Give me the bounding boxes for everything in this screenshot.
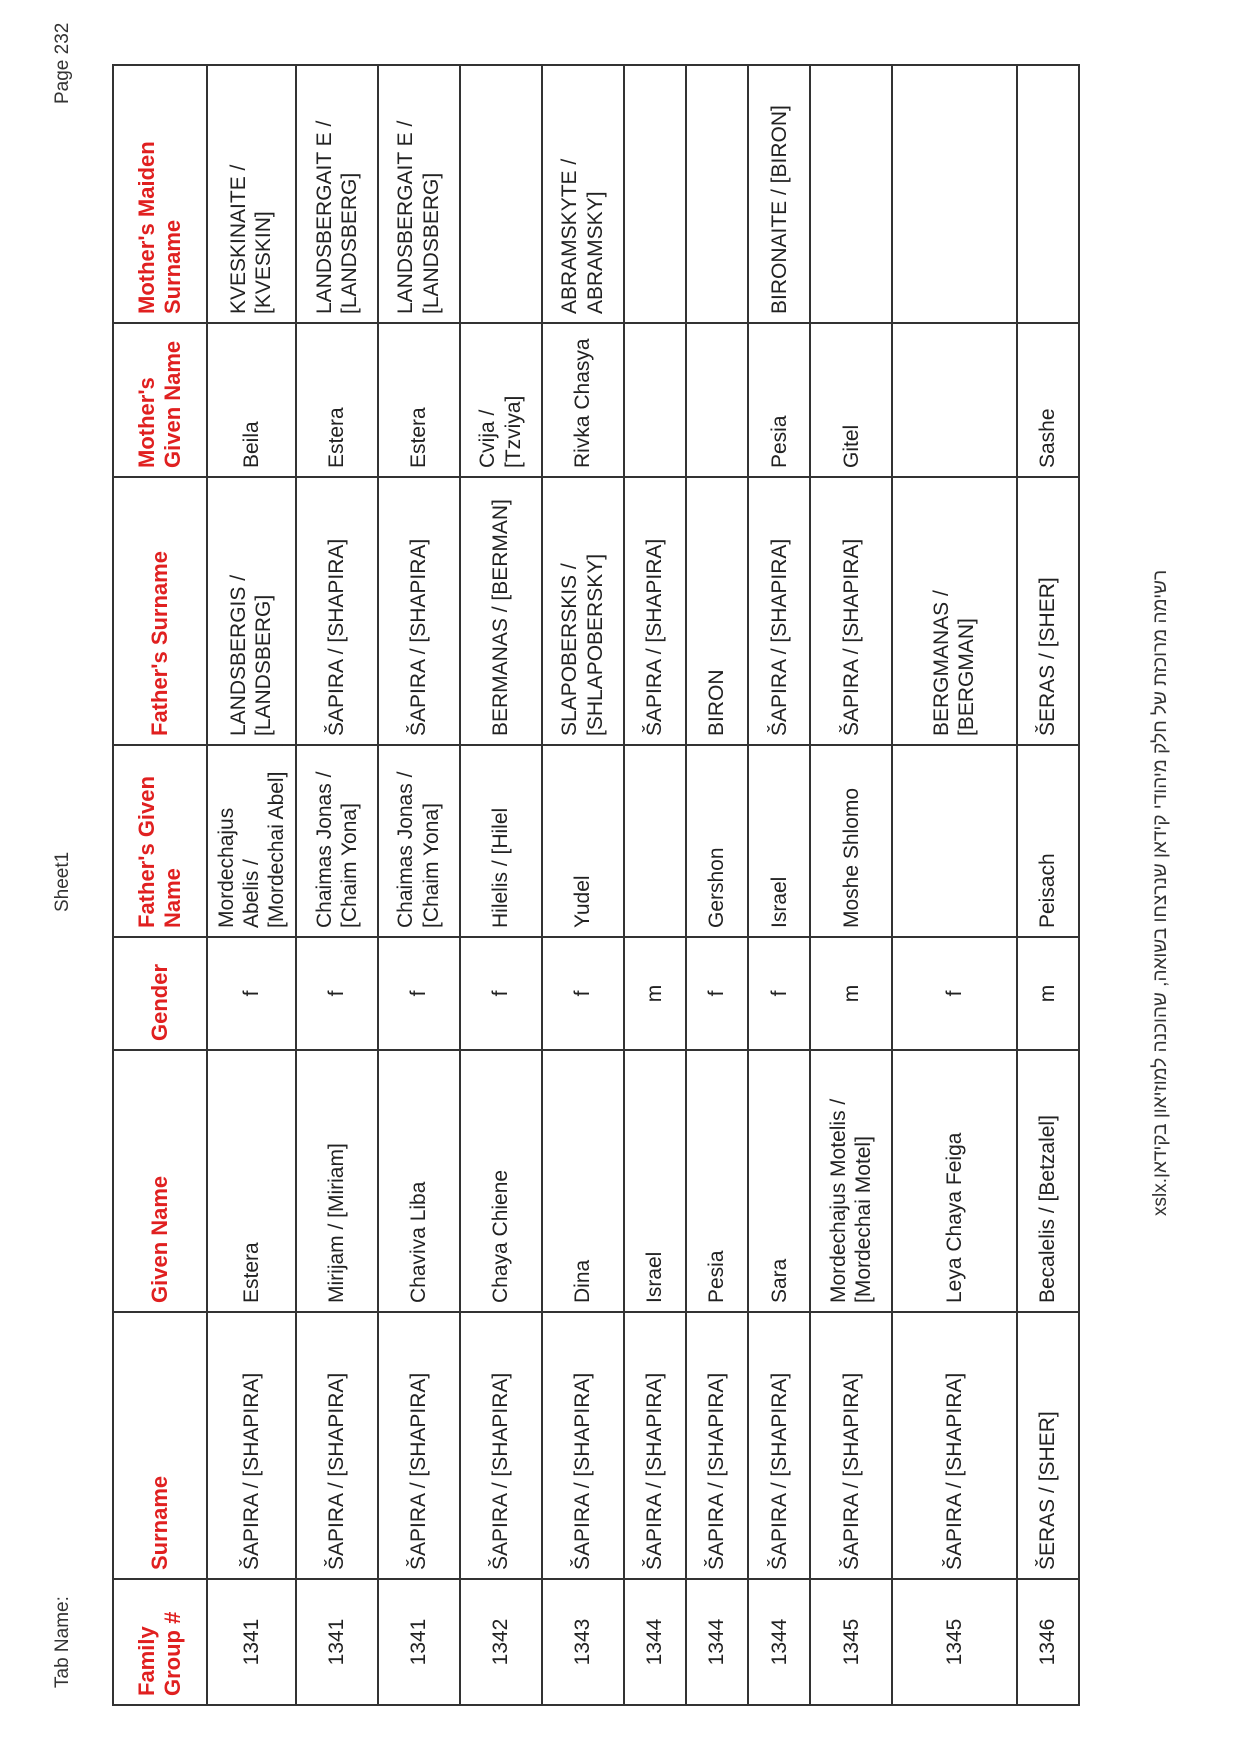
cell-given-name: Israel [624,1050,686,1312]
cell-gender: f [207,937,296,1050]
col-father-given: Father's Given Name [113,745,207,937]
cell-mother-maiden [460,65,542,323]
cell-mother-given: Cvija / [Tzviya] [460,323,542,477]
cell-surname: ŠAPIRA / [SHAPIRA] [810,1312,892,1579]
table-row [207,65,296,1705]
cell-given-name: Chaviva Liba [378,1050,460,1312]
table-row [892,65,1016,1705]
table-row [810,65,892,1705]
cell-father-given [624,745,686,937]
table-row [624,65,686,1705]
cell-given-name: Becalelis / [Betzalel] [1017,1050,1079,1312]
cell-mother-maiden: BIRONAITE / [BIRON] [748,65,810,323]
cell-surname: ŠAPIRA / [SHAPIRA] [624,1312,686,1579]
cell-mother-maiden: ABRAMSKYTE / ABRAMSKY] [542,65,624,323]
cell-family-group: 1344 [686,1579,748,1705]
cell-given-name: Estera [207,1050,296,1312]
cell-father-surname: ŠAPIRA / [SHAPIRA] [748,477,810,745]
footer-filename: רשימה מרוכזת של חלק מיהודי קידאן שנרצחו בשואה, שהוכנה למוזיאון בקידאן.xslx [1150,569,1171,1216]
cell-given-name: Mordechajus Motelis / [Mordechai Motel] [810,1050,892,1312]
tab-name-label: Tab Name: [52,1596,73,1688]
col-mother-given: Mother's Given Name [113,323,207,477]
cell-father-given: Israel [748,745,810,937]
cell-given-name: Sara [748,1050,810,1312]
cell-surname: ŠAPIRA / [SHAPIRA] [460,1312,542,1579]
cell-father-surname: ŠERAS / [SHER] [1017,477,1079,745]
cell-surname: ŠAPIRA / [SHAPIRA] [892,1312,1016,1579]
cell-surname: ŠAPIRA / [SHAPIRA] [378,1312,460,1579]
cell-gender: f [378,937,460,1050]
cell-mother-given [892,323,1016,477]
cell-father-given [892,745,1016,937]
table-row [296,65,378,1705]
col-given-name: Given Name [113,1050,207,1312]
table-row [686,65,748,1705]
cell-family-group: 1341 [207,1579,296,1705]
cell-given-name: Chaya Chiene [460,1050,542,1312]
cell-father-given: Yudel [542,745,624,937]
cell-surname: ŠAPIRA / [SHAPIRA] [686,1312,748,1579]
cell-surname: ŠAPIRA / [SHAPIRA] [296,1312,378,1579]
cell-family-group: 1344 [624,1579,686,1705]
cell-father-surname: ŠAPIRA / [SHAPIRA] [624,477,686,745]
cell-given-name: Leya Chaya Feiga [892,1050,1016,1312]
cell-mother-given: Estera [378,323,460,477]
cell-gender: f [460,937,542,1050]
cell-gender: m [624,937,686,1050]
cell-mother-given [686,323,748,477]
cell-family-group: 1341 [378,1579,460,1705]
cell-mother-maiden: LANDSBERGAIT E / [LANDSBERG] [296,65,378,323]
cell-gender: m [810,937,892,1050]
cell-surname: ŠAPIRA / [SHAPIRA] [207,1312,296,1579]
col-gender: Gender [113,937,207,1050]
cell-father-surname: ŠAPIRA / [SHAPIRA] [378,477,460,745]
cell-gender: f [686,937,748,1050]
cell-gender: f [748,937,810,1050]
col-family-group: Family Group # [113,1579,207,1705]
cell-given-name: Dina [542,1050,624,1312]
cell-mother-given: Sashe [1017,323,1079,477]
cell-father-given: Chaimas Jonas / [Chaim Yona] [296,745,378,937]
col-mother-maiden: Mother's Maiden Surname [113,65,207,323]
sheet-name: Sheet1 [52,851,73,912]
cell-mother-given: Estera [296,323,378,477]
cell-mother-maiden: KVESKINAITE / [KVESKIN] [207,65,296,323]
cell-gender: m [1017,937,1079,1050]
cell-father-given: Moshe Shlomo [810,745,892,937]
cell-surname: ŠAPIRA / [SHAPIRA] [748,1312,810,1579]
page-number: Page 232 [52,22,73,104]
table-row [460,65,542,1705]
table-row [542,65,624,1705]
cell-father-surname: ŠAPIRA / [SHAPIRA] [810,477,892,745]
cell-mother-maiden: LANDSBERGAIT E / [LANDSBERG] [378,65,460,323]
col-surname: Surname [113,1312,207,1579]
cell-father-surname: BERGMANAS / [BERGMAN] [892,477,1016,745]
cell-father-surname: SLAPOBERSKIS / [SHLAPOBERSKY] [542,477,624,745]
cell-gender: f [296,937,378,1050]
cell-gender: f [542,937,624,1050]
cell-mother-given: Gitel [810,323,892,477]
cell-gender: f [892,937,1016,1050]
cell-mother-maiden [1017,65,1079,323]
cell-father-given: Mordechajus Abelis / [Mordechai Abel] [207,745,296,937]
table-row [1017,65,1079,1705]
cell-mother-maiden [686,65,748,323]
cell-mother-given: Beila [207,323,296,477]
cell-family-group: 1344 [748,1579,810,1705]
cell-family-group: 1343 [542,1579,624,1705]
cell-given-name: Pesia [686,1050,748,1312]
cell-father-surname: LANDSBERGIS / [LANDSBERG] [207,477,296,745]
cell-mother-maiden [892,65,1016,323]
table-row [378,65,460,1705]
cell-family-group: 1346 [1017,1579,1079,1705]
cell-surname: ŠERAS / [SHER] [1017,1312,1079,1579]
cell-father-surname: BERMANAS / [BERMAN] [460,477,542,745]
table-row [748,65,810,1705]
cell-given-name: Mirijam / [Miriam] [296,1050,378,1312]
cell-mother-given: Rivka Chasya [542,323,624,477]
cell-family-group: 1341 [296,1579,378,1705]
cell-mother-maiden [810,65,892,323]
cell-surname: ŠAPIRA / [SHAPIRA] [542,1312,624,1579]
cell-father-given: Peisach [1017,745,1079,937]
header-row [113,65,207,1705]
col-father-surname: Father's Surname [113,477,207,745]
cell-mother-given: Pesia [748,323,810,477]
family-records-table [112,64,1080,1706]
cell-father-given: Gershon [686,745,748,937]
cell-mother-given [624,323,686,477]
cell-father-surname: BIRON [686,477,748,745]
cell-father-given: Hilelis / [Hilel [460,745,542,937]
cell-family-group: 1342 [460,1579,542,1705]
cell-father-given: Chaimas Jonas / [Chaim Yona] [378,745,460,937]
cell-father-surname: ŠAPIRA / [SHAPIRA] [296,477,378,745]
cell-mother-maiden [624,65,686,323]
cell-family-group: 1345 [892,1579,1016,1705]
cell-family-group: 1345 [810,1579,892,1705]
